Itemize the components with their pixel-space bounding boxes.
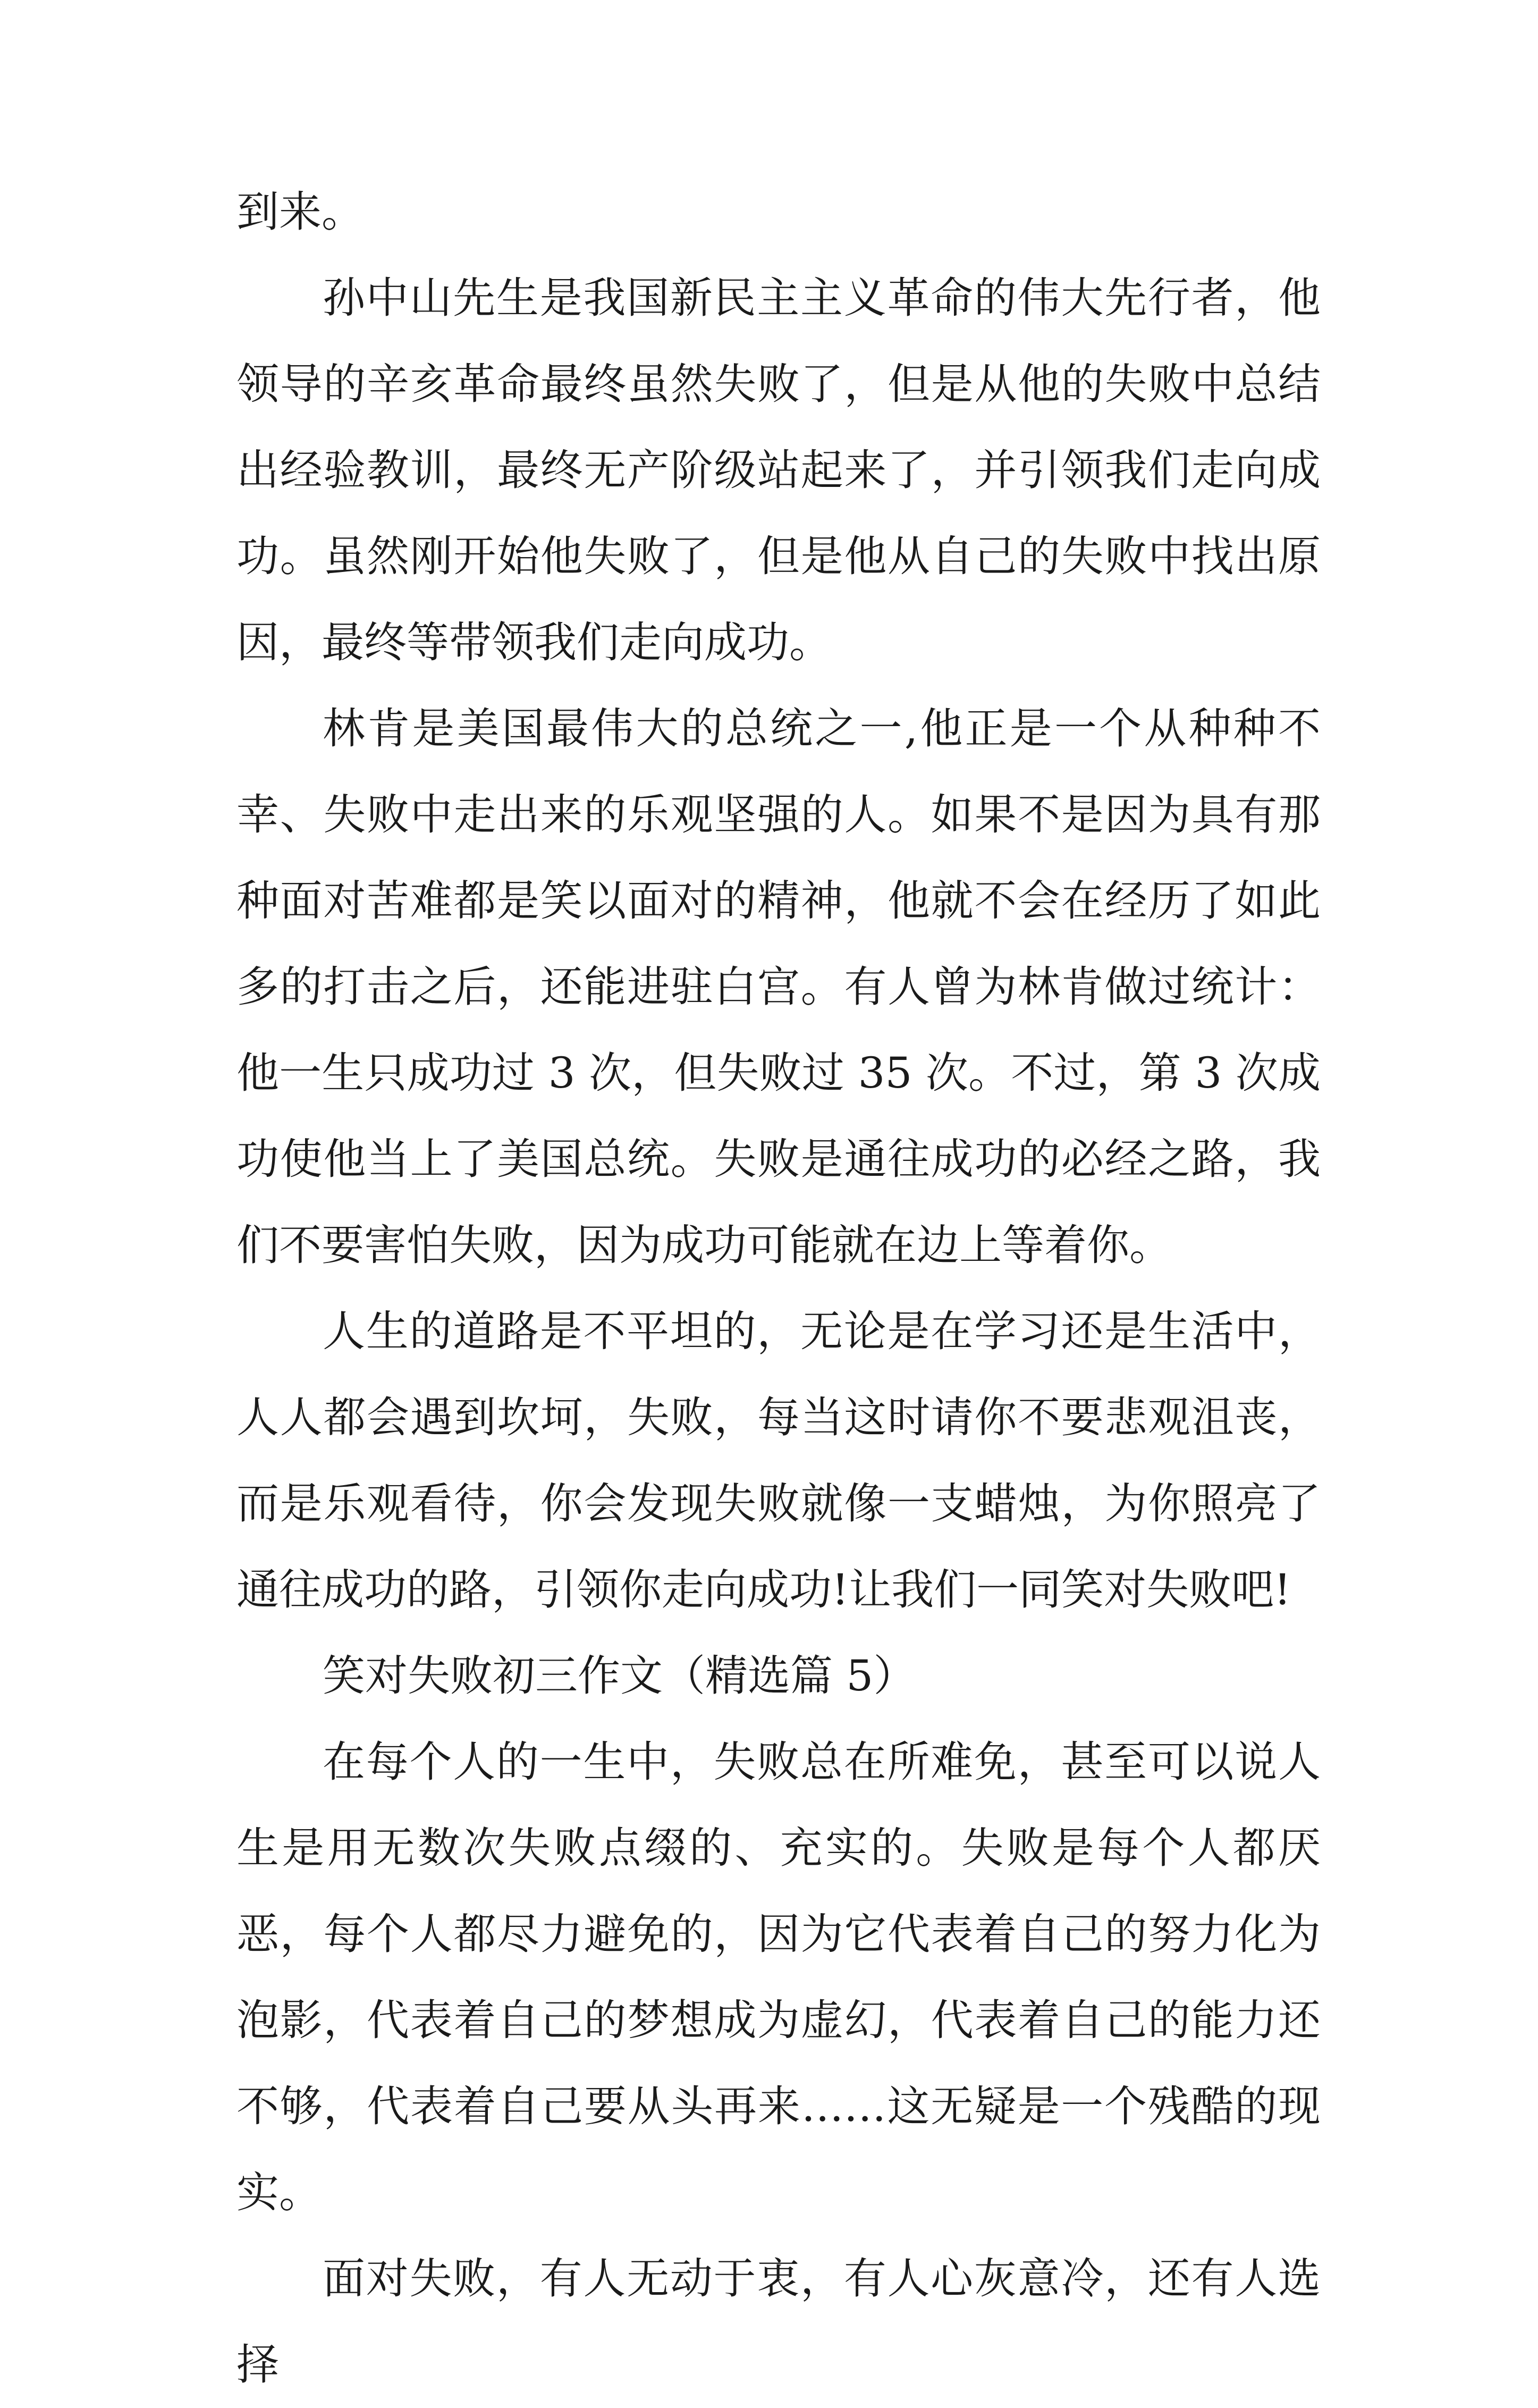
document-body: [236, 169, 1321, 2408]
paragraph: 孙中山先生是我国新民主主义革命的伟大先行者，他领导的辛亥革命最终虽然失败了，但是从他的失败中总结出经验教训，最终无产阶级站起来了，并引领我们走向成功。虽然刚开始他失败了，但是他从自己的失败中找出原因，最终等带领我们走向成功。: [236, 273, 1321, 667]
section-heading: 笑对失败初三作文（精选篇 5）: [323, 1651, 916, 1700]
paragraph: 到来。: [236, 187, 364, 237]
paragraph: 人生的道路是不平坦的，无论是在学习还是生活中，人人都会遇到坎坷，失败，每当这时请你不要悲观沮丧，而是乐观看待，你会发现失败就像一支蜡烛，为你照亮了通往成功的路，引领你走向成功!让我们一同笑对失败吧!: [236, 1307, 1321, 1614]
paragraph: 林肯是美国最伟大的总统之一,他正是一个从种种不幸、失败中走出来的乐观坚强的人。如果不是因为具有那种面对苦难都是笑以面对的精神，他就不会在经历了如此多的打击之后，还能进驻白宫。有人曾为林肯做过统计：他一生只成功过 3 次，但失败过 35 次。不过，第 3 次成功使他当上了美国总统。失败是通往成功的必经之路，我们不要害怕失败，因为成功可能就在边上等着你。: [236, 704, 1321, 1270]
paragraph: 面对失败，有人无动于衷，有人心灰意冷，还有人选择: [236, 2254, 1321, 2389]
paragraph: 在每个人的一生中，失败总在所难免，甚至可以说人生是用无数次失败点缀的、充实的。失败是每个人都厌恶，每个人都尽力避免的，因为它代表着自己的努力化为泡影，代表着自己的梦想成为虚幻，代表着自己的能力还不够，代表着自己要从头再来……这无疑是一个残酷的现实。: [236, 1737, 1321, 2217]
